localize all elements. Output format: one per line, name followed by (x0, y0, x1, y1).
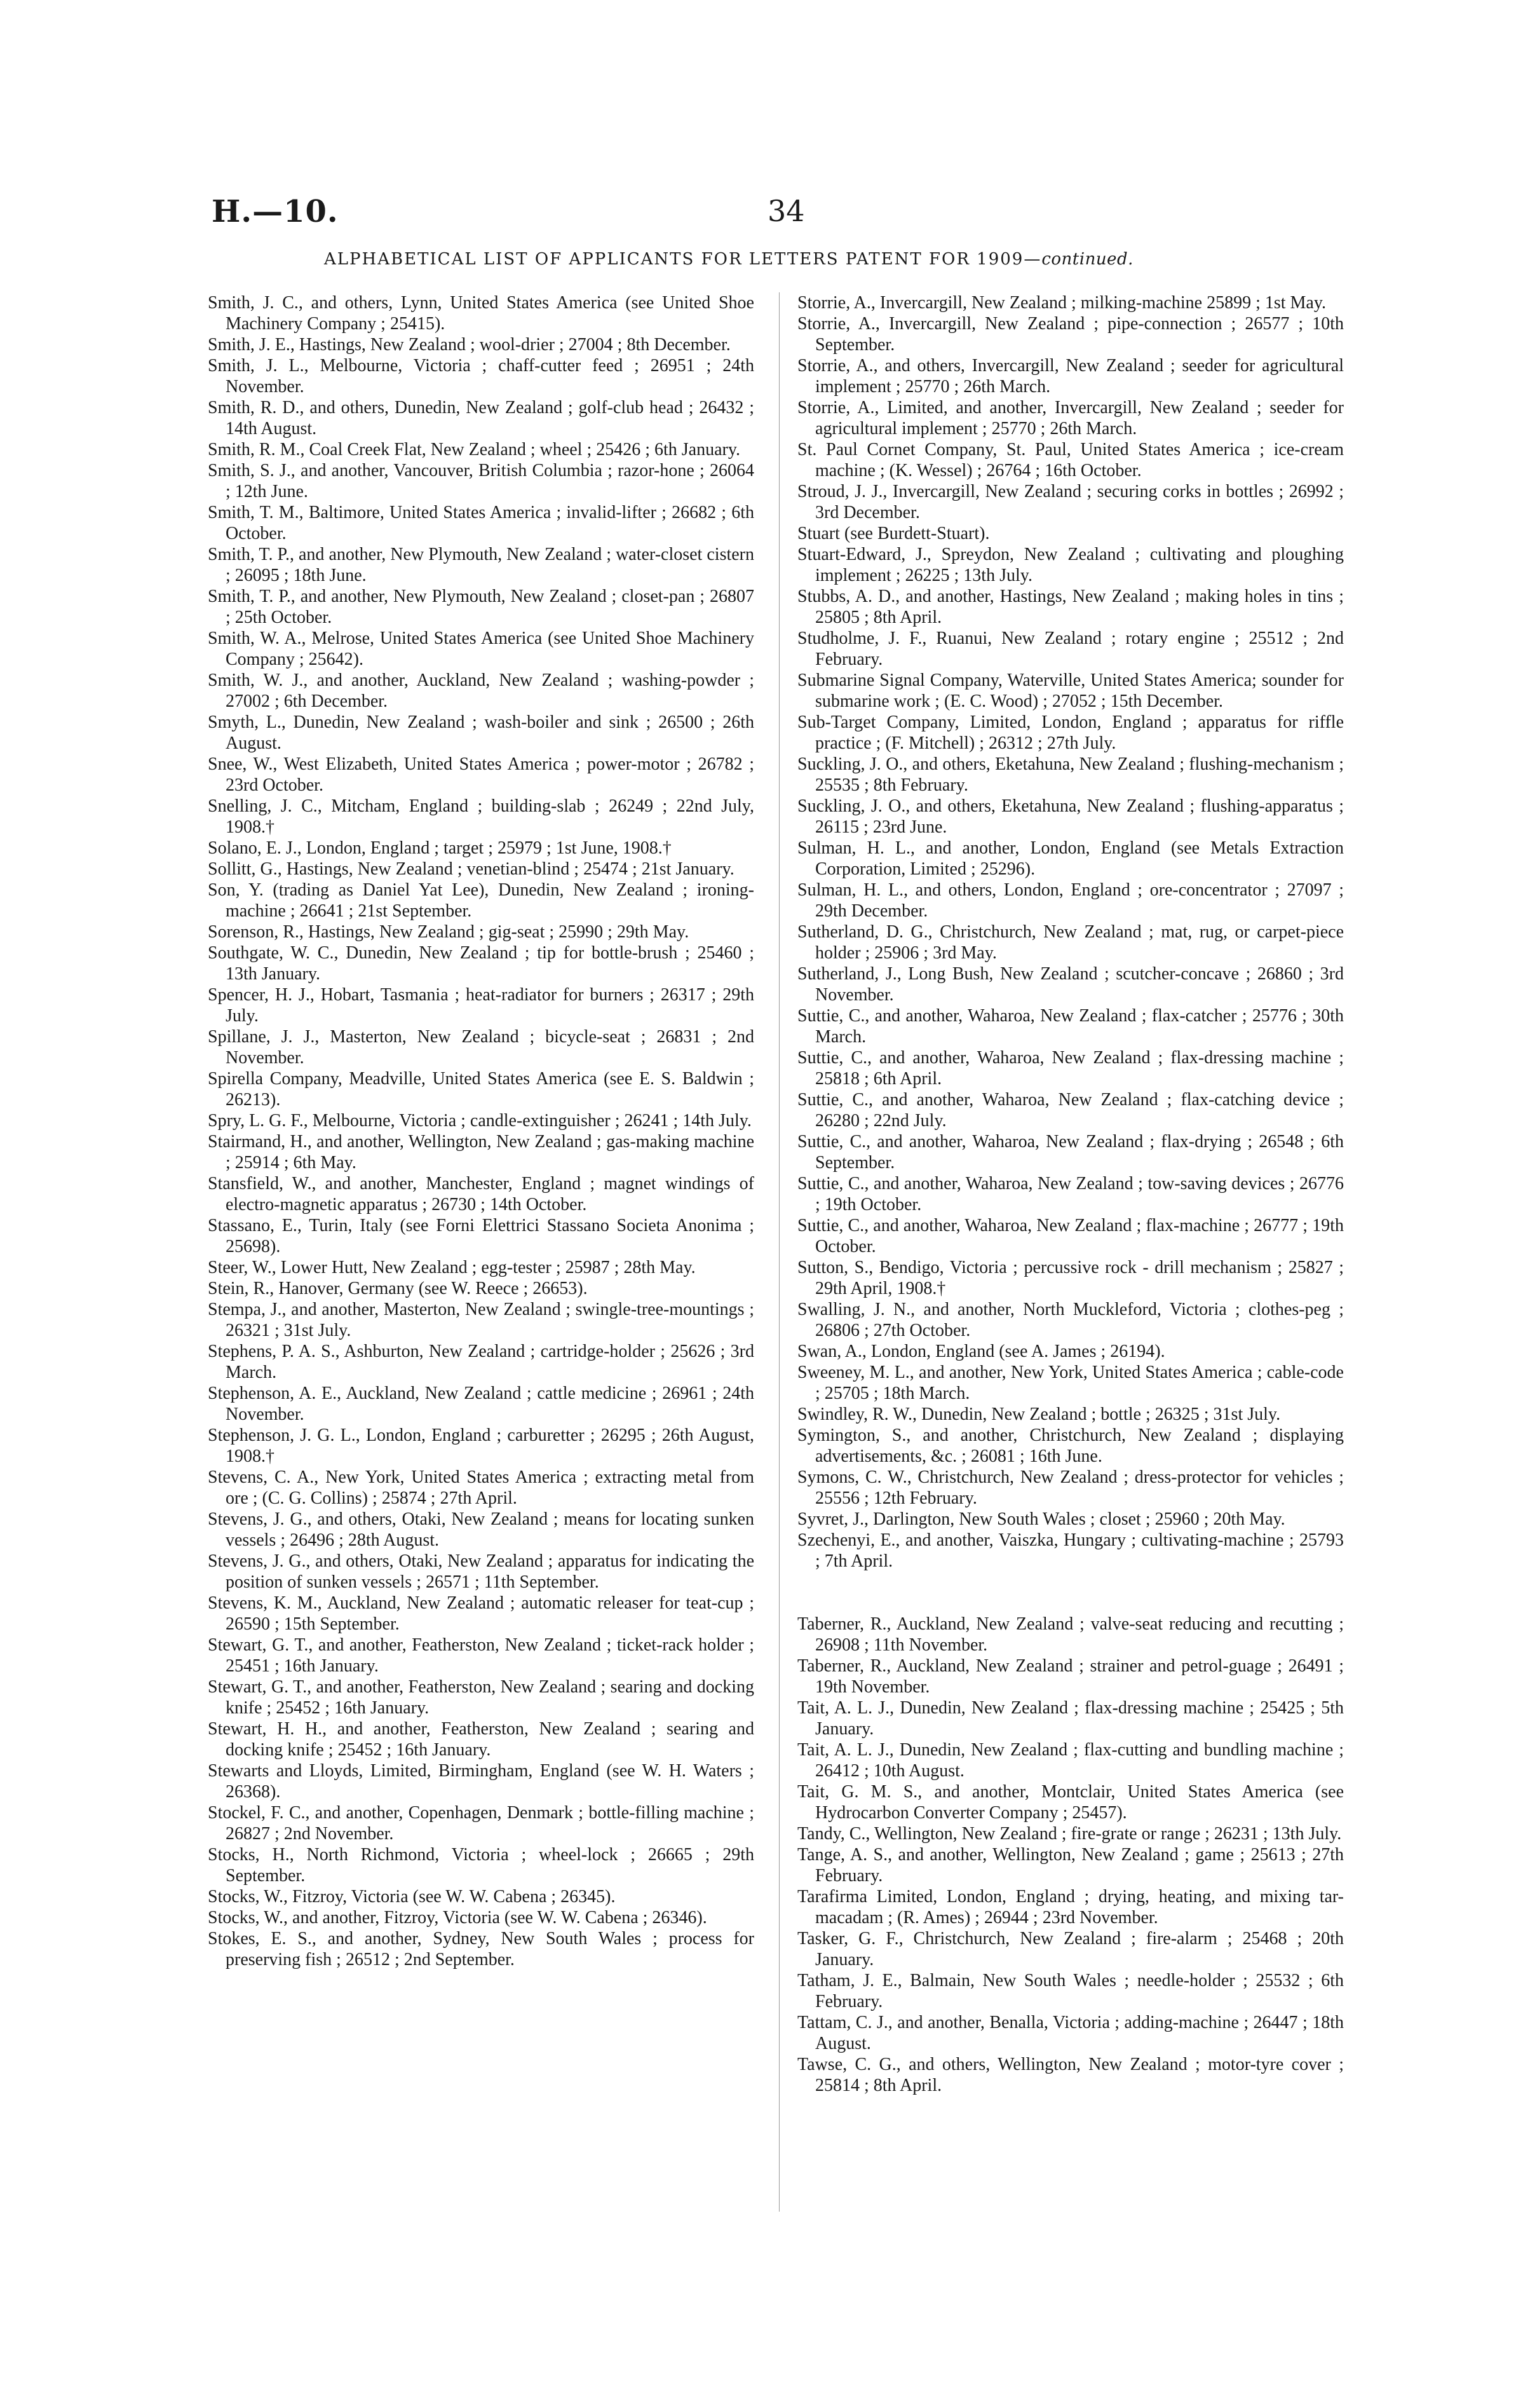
list-item: Smith, T. M., Baltimore, United States America ; invalid-lifter ; 26682 ; 6th October. (208, 503, 754, 543)
list-item: Tait, A. L. J., Dunedin, New Zealand ; flax-cutting and bundling machine ; 26412 ; 10th August. (797, 1740, 1344, 1781)
list-item: Solano, E. J., London, England ; target ; 25979 ; 1st June, 1908.† (208, 838, 672, 858)
list-item: Suttie, C., and another, Waharoa, New Zealand ; flax-dressing machine ; 25818 ; 6th April. (797, 1048, 1344, 1089)
list-item: Steer, W., Lower Hutt, New Zealand ; egg-tester ; 25987 ; 28th May. (208, 1258, 696, 1277)
list-item: Swindley, R. W., Dunedin, New Zealand ; bottle ; 26325 ; 31st July. (797, 1405, 1281, 1424)
page-title (324, 250, 1315, 269)
page-title-main: ALPHABETICAL LIST OF APPLICANTS FOR LETTERS PATENT FOR 1909— (324, 250, 1042, 269)
list-item: Stevens, C. A., New York, United States America ; extracting metal from ore ; (C. G. Collins) ; 25874 ; 27th April. (208, 1467, 754, 1508)
list-item: Tait, A. L. J., Dunedin, New Zealand ; flax-dressing machine ; 25425 ; 5th January. (797, 1698, 1344, 1739)
list-item: Storrie, A., Invercargill, New Zealand ; milking-machine 25899 ; 1st May. (797, 293, 1327, 313)
list-item: Son, Y. (trading as Daniel Yat Lee), Dunedin, New Zealand ; ironing-machine ; 26641 ; 21st September. (208, 880, 754, 921)
list-item: Stockel, F. C., and another, Copenhagen, Denmark ; bottle-filling machine ; 26827 ; 2nd November. (208, 1803, 754, 1844)
list-item: Smith, W. A., Melrose, United States America (see United Shoe Machinery Company ; 25642). (208, 629, 754, 669)
right-column (797, 292, 1344, 2096)
list-item: Suttie, C., and another, Waharoa, New Zealand ; flax-catcher ; 25776 ; 30th March. (797, 1006, 1344, 1047)
list-item: Smith, R. M., Coal Creek Flat, New Zealand ; wheel ; 25426 ; 6th January. (208, 440, 741, 459)
list-item: Sutherland, D. G., Christchurch, New Zealand ; mat, rug, or carpet-piece holder ; 25906 ; 3rd May. (797, 922, 1344, 963)
list-item: Suttie, C., and another, Waharoa, New Zealand ; flax-drying ; 26548 ; 6th September. (797, 1132, 1344, 1173)
column-divider (779, 292, 780, 2212)
list-item: Stewart, G. T., and another, Featherston, New Zealand ; ticket-rack holder ; 25451 ; 16th January. (208, 1635, 754, 1676)
list-item: Smith, J. E., Hastings, New Zealand ; wool-drier ; 27004 ; 8th December. (208, 335, 731, 355)
list-item: Snee, W., West Elizabeth, United States America ; power-motor ; 26782 ; 23rd October. (208, 754, 754, 795)
list-item: Spirella Company, Meadville, United States America (see E. S. Baldwin ; 26213). (208, 1069, 754, 1110)
list-item: Spry, L. G. F., Melbourne, Victoria ; candle-extinguisher ; 26241 ; 14th July. (208, 1111, 752, 1131)
list-item: Suttie, C., and another, Waharoa, New Zealand ; tow-saving devices ; 26776 ; 19th October. (797, 1174, 1344, 1214)
list-item: Syvret, J., Darlington, New South Wales ; closet ; 25960 ; 20th May. (797, 1509, 1285, 1529)
report-code: H.—10. (212, 194, 339, 229)
list-item: Snelling, J. C., Mitcham, England ; building-slab ; 26249 ; 22nd July, 1908.† (208, 796, 754, 837)
list-item: Taberner, R., Auckland, New Zealand ; valve-seat reducing and recutting ; 26908 ; 11th November. (797, 1614, 1344, 1655)
list-item: Storrie, A., Limited, and another, Invercargill, New Zealand ; seeder for agricultural implement ; 25770 ; 26th March. (797, 398, 1344, 439)
list-item: Stokes, E. S., and another, Sydney, New South Wales ; process for preserving fish ; 26512 ; 2nd September. (208, 1929, 754, 1969)
list-item: Stocks, H., North Richmond, Victoria ; wheel-lock ; 26665 ; 29th September. (208, 1845, 754, 1886)
list-item: Southgate, W. C., Dunedin, New Zealand ; tip for bottle-brush ; 25460 ; 13th January. (208, 943, 754, 984)
list-item: Stuart-Edward, J., Spreydon, New Zealand ; cultivating and ploughing implement ; 26225 ; 13th July. (797, 545, 1344, 585)
list-item: Suckling, J. O., and others, Eketahuna, New Zealand ; flushing-apparatus ; 26115 ; 23rd June. (797, 796, 1344, 837)
list-item: Spencer, H. J., Hobart, Tasmania ; heat-radiator for burners ; 26317 ; 29th July. (208, 985, 754, 1026)
list-item: Stewart, G. T., and another, Featherston, New Zealand ; searing and docking knife ; 25452 ; 16th January. (208, 1677, 754, 1718)
list-item: Smith, T. P., and another, New Plymouth, New Zealand ; closet-pan ; 26807 ; 25th October. (208, 587, 754, 627)
list-item: Stevens, J. G., and others, Otaki, New Zealand ; apparatus for indicating the position of sunken vessels ; 26571 ; 11th September. (208, 1551, 754, 1592)
list-item: Stephens, P. A. S., Ashburton, New Zealand ; cartridge-holder ; 25626 ; 3rd March. (208, 1342, 754, 1382)
list-item: Sulman, H. L., and another, London, England (see Metals Extraction Corporation, Limited ; 25296). (797, 838, 1344, 879)
list-item: Stuart (see Burdett-Stuart). (797, 524, 990, 543)
list-item: Tarafirma Limited, London, England ; drying, heating, and mixing tar-macadam ; (R. Ames) ; 26944 ; 23rd November. (797, 1887, 1344, 1928)
left-column (208, 292, 754, 1970)
list-item: Stassano, E., Turin, Italy (see Forni Elettrici Stassano Societa Anonima ; 25698). (208, 1216, 754, 1256)
page-number: 34 (768, 194, 805, 228)
list-item: Stempa, J., and another, Masterton, New Zealand ; swingle-tree-mountings ; 26321 ; 31st July. (208, 1300, 754, 1340)
list-item: Spillane, J. J., Masterton, New Zealand ; bicycle-seat ; 26831 ; 2nd November. (208, 1027, 754, 1068)
list-item: Sub-Target Company, Limited, London, England ; apparatus for riffle practice ; (F. Mitchell) ; 26312 ; 27th July. (797, 712, 1344, 753)
list-item: Sweeney, M. L., and another, New York, United States America ; cable-code ; 25705 ; 18th March. (797, 1363, 1344, 1403)
list-item: Stocks, W., and another, Fitzroy, Victoria (see W. W. Cabena ; 26346). (208, 1908, 707, 1928)
list-item: Stephenson, J. G. L., London, England ; carburetter ; 26295 ; 26th August, 1908.† (208, 1425, 754, 1466)
list-item: Sulman, H. L., and others, London, England ; ore-concentrator ; 27097 ; 29th December. (797, 880, 1344, 921)
list-item: Smith, S. J., and another, Vancouver, British Columbia ; razor-hone ; 26064 ; 12th June. (208, 461, 754, 501)
list-item: Stewart, H. H., and another, Featherston, New Zealand ; searing and docking knife ; 25452 ; 16th January. (208, 1719, 754, 1760)
list-item: Submarine Signal Company, Waterville, United States America; sounder for submarine work ; (E. C. Wood) ; 27052 ; 15th December. (797, 670, 1344, 711)
list-item: Swan, A., London, England (see A. James ; 26194). (797, 1342, 1165, 1361)
list-item: Stroud, J. J., Invercargill, New Zealand ; securing corks in bottles ; 26992 ; 3rd December. (797, 482, 1344, 522)
list-item: Smyth, L., Dunedin, New Zealand ; wash-boiler and sink ; 26500 ; 26th August. (208, 712, 754, 753)
list-item: Stein, R., Hanover, Germany (see W. Reece ; 26653). (208, 1279, 588, 1298)
page-title-suffix: continued. (1041, 250, 1134, 269)
list-item: Swalling, J. N., and another, North Muckleford, Victoria ; clothes-peg ; 26806 ; 27th October. (797, 1300, 1344, 1340)
list-item: Suttie, C., and another, Waharoa, New Zealand ; flax-machine ; 26777 ; 19th October. (797, 1216, 1344, 1256)
list-item: Sorenson, R., Hastings, New Zealand ; gig-seat ; 25990 ; 29th May. (208, 922, 689, 942)
list-item: Studholme, J. F., Ruanui, New Zealand ; rotary engine ; 25512 ; 2nd February. (797, 629, 1344, 669)
list-item: Stairmand, H., and another, Wellington, New Zealand ; gas-making machine ; 25914 ; 6th May. (208, 1132, 754, 1173)
list-item: Tasker, G. F., Christchurch, New Zealand ; fire-alarm ; 25468 ; 20th January. (797, 1929, 1344, 1969)
list-item: Symons, C. W., Christchurch, New Zealand ; dress-protector for vehicles ; 25556 ; 12th February. (797, 1467, 1344, 1508)
list-item: Sutton, S., Bendigo, Victoria ; percussive rock - drill mechanism ; 25827 ; 29th April, 1908.† (797, 1258, 1344, 1298)
list-item: Smith, W. J., and another, Auckland, New Zealand ; washing-powder ; 27002 ; 6th December. (208, 670, 754, 711)
list-item: Stephenson, A. E., Auckland, New Zealand ; cattle medicine ; 26961 ; 24th November. (208, 1384, 754, 1424)
list-item: Stevens, K. M., Auckland, New Zealand ; automatic releaser for teat-cup ; 26590 ; 15th September. (208, 1593, 754, 1634)
list-item: Tandy, C., Wellington, New Zealand ; fire-grate or range ; 26231 ; 13th July. (797, 1824, 1342, 1844)
list-item: Szechenyi, E., and another, Vaiszka, Hungary ; cultivating-machine ; 25793 ; 7th April. (797, 1530, 1344, 1571)
list-item: Tatham, J. E., Balmain, New South Wales ; needle-holder ; 25532 ; 6th February. (797, 1971, 1344, 2011)
list-item: Tange, A. S., and another, Wellington, New Zealand ; game ; 25613 ; 27th February. (797, 1845, 1344, 1886)
list-item: Stocks, W., Fitzroy, Victoria (see W. W. Cabena ; 26345). (208, 1887, 616, 1907)
list-item: Tait, G. M. S., and another, Montclair, United States America (see Hydrocarbon Converter Company ; 25457). (797, 1782, 1344, 1823)
list-item: Smith, J. L., Melbourne, Victoria ; chaff-cutter feed ; 26951 ; 24th November. (208, 356, 754, 397)
list-item: St. Paul Cornet Company, St. Paul, United States America ; ice-cream machine ; (K. Wessel) ; 26764 ; 16th October. (797, 440, 1344, 480)
list-item: Storrie, A., and others, Invercargill, New Zealand ; seeder for agricultural implement ; 25770 ; 26th March. (797, 356, 1344, 397)
list-item: Storrie, A., Invercargill, New Zealand ; pipe-connection ; 26577 ; 10th September. (797, 314, 1344, 355)
list-item: Smith, T. P., and another, New Plymouth, New Zealand ; water-closet cistern ; 26095 ; 18th June. (208, 545, 754, 585)
list-item: Sollitt, G., Hastings, New Zealand ; venetian-blind ; 25474 ; 21st January. (208, 859, 734, 879)
list-item: Stansfield, W., and another, Manchester, England ; magnet windings of electro-magnetic apparatus ; 26730 ; 14th October. (208, 1174, 754, 1214)
list-item: Stubbs, A. D., and another, Hastings, New Zealand ; making holes in tins ; 25805 ; 8th April. (797, 587, 1344, 627)
list-item: Suckling, J. O., and others, Eketahuna, New Zealand ; flushing-mechanism ; 25535 ; 8th February. (797, 754, 1344, 795)
list-item: Smith, J. C., and others, Lynn, United States America (see United Shoe Machinery Company ; 25415). (208, 293, 754, 334)
list-item: Smith, R. D., and others, Dunedin, New Zealand ; golf-club head ; 26432 ; 14th August. (208, 398, 754, 439)
list-item: Tattam, C. J., and another, Benalla, Victoria ; adding-machine ; 26447 ; 18th August. (797, 2013, 1344, 2053)
list-item: Stevens, J. G., and others, Otaki, New Zealand ; means for locating sunken vessels ; 26496 ; 28th August. (208, 1509, 754, 1550)
list-item: Symington, S., and another, Christchurch, New Zealand ; displaying advertisements, &c. ; 26081 ; 16th June. (797, 1425, 1344, 1466)
list-item: Tawse, C. G., and others, Wellington, New Zealand ; motor-tyre cover ; 25814 ; 8th April. (797, 2055, 1344, 2095)
list-item: Stewarts and Lloyds, Limited, Birmingham, England (see W. H. Waters ; 26368). (208, 1761, 754, 1802)
list-item: Sutherland, J., Long Bush, New Zealand ; scutcher-concave ; 26860 ; 3rd November. (797, 964, 1344, 1005)
list-item: Suttie, C., and another, Waharoa, New Zealand ; flax-catching device ; 26280 ; 22nd July. (797, 1090, 1344, 1131)
list-item: Taberner, R., Auckland, New Zealand ; strainer and petrol-guage ; 26491 ; 19th November. (797, 1656, 1344, 1697)
